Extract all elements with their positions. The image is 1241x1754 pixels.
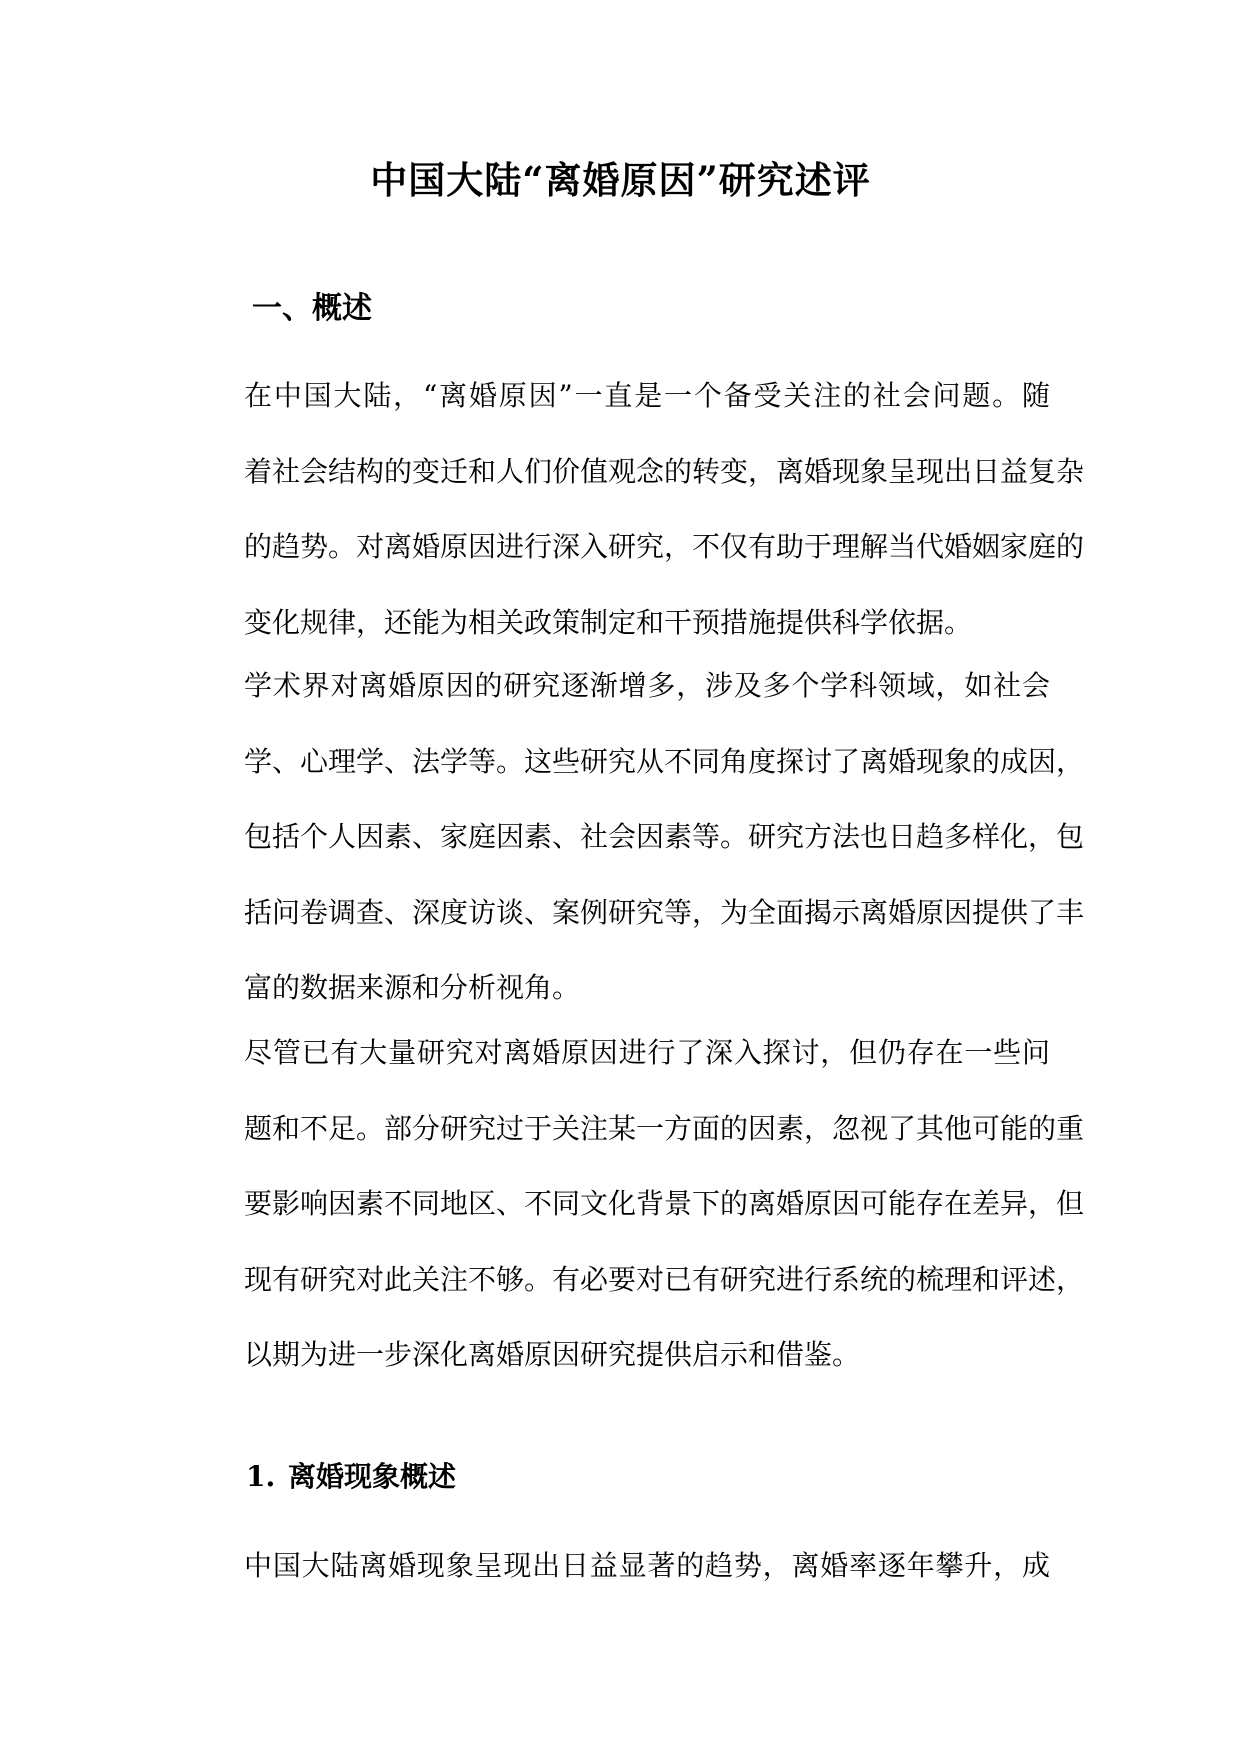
- paragraph-line: 题和不足。部分研究过于关注某一方面的因素，忽视了其他可能的重: [244, 1111, 1085, 1145]
- paragraph-line: 学、心理学、法学等。这些研究从不同角度探讨了离婚现象的成因，: [244, 744, 1085, 778]
- paragraph: [188, 1015, 1085, 1393]
- paragraph: [188, 648, 1085, 1026]
- paragraph-line: 尽管已有大量研究对离婚原因进行了深入探讨，但仍存在一些问: [244, 1036, 1050, 1069]
- paragraph: [188, 1528, 1050, 1604]
- paragraph-line: 要影响因素不同地区、不同文化背景下的离婚原因可能存在差异，但: [244, 1187, 1085, 1220]
- paragraph-line: 现有研究对此关注不够。有必要对已有研究进行系统的梳理和评述，: [244, 1262, 1085, 1296]
- paragraph-line: 的趋势。对离婚原因进行深入研究，不仅有助于理解当代婚姻家庭的: [244, 530, 1085, 563]
- paragraph-line: 变化规律，还能为相关政策制定和干预措施提供科学依据。: [244, 605, 973, 639]
- paragraph-line: 括问卷调查、深度访谈、案例研究等，为全面揭示离婚原因提供了丰: [244, 895, 1085, 929]
- paragraph-line: 中国大陆离婚现象呈现出日益显著的趋势，离婚率逐年攀升，成: [244, 1549, 1050, 1582]
- paragraph-line: 学术界对离婚原因的研究逐渐增多，涉及多个学科领域，如社会: [244, 669, 1050, 702]
- subsection-heading: [246, 1455, 456, 1495]
- page-title: 中国大陆“离婚原因”研究述评: [370, 158, 871, 202]
- subsection-title: 离婚现象概述: [288, 1460, 457, 1493]
- paragraph-line: 着社会结构的变迁和人们价值观念的转变，离婚现象呈现出日益复杂: [244, 454, 1085, 488]
- paragraph-line: 以期为进一步深化离婚原因研究提供启示和借鉴。: [244, 1338, 861, 1371]
- paragraph-line: 在中国大陆，“离婚原因”一直是一个备受关注的社会问题。随: [244, 379, 1050, 412]
- paragraph: [188, 358, 1085, 660]
- paragraph-line: 富的数据来源和分析视角。: [244, 971, 581, 1004]
- paragraph-line: 包括个人因素、家庭因素、社会因素等。研究方法也日趋多样化，包: [244, 820, 1085, 853]
- section-heading: 一、概述: [252, 291, 372, 326]
- subsection-number: 1.: [246, 1460, 276, 1493]
